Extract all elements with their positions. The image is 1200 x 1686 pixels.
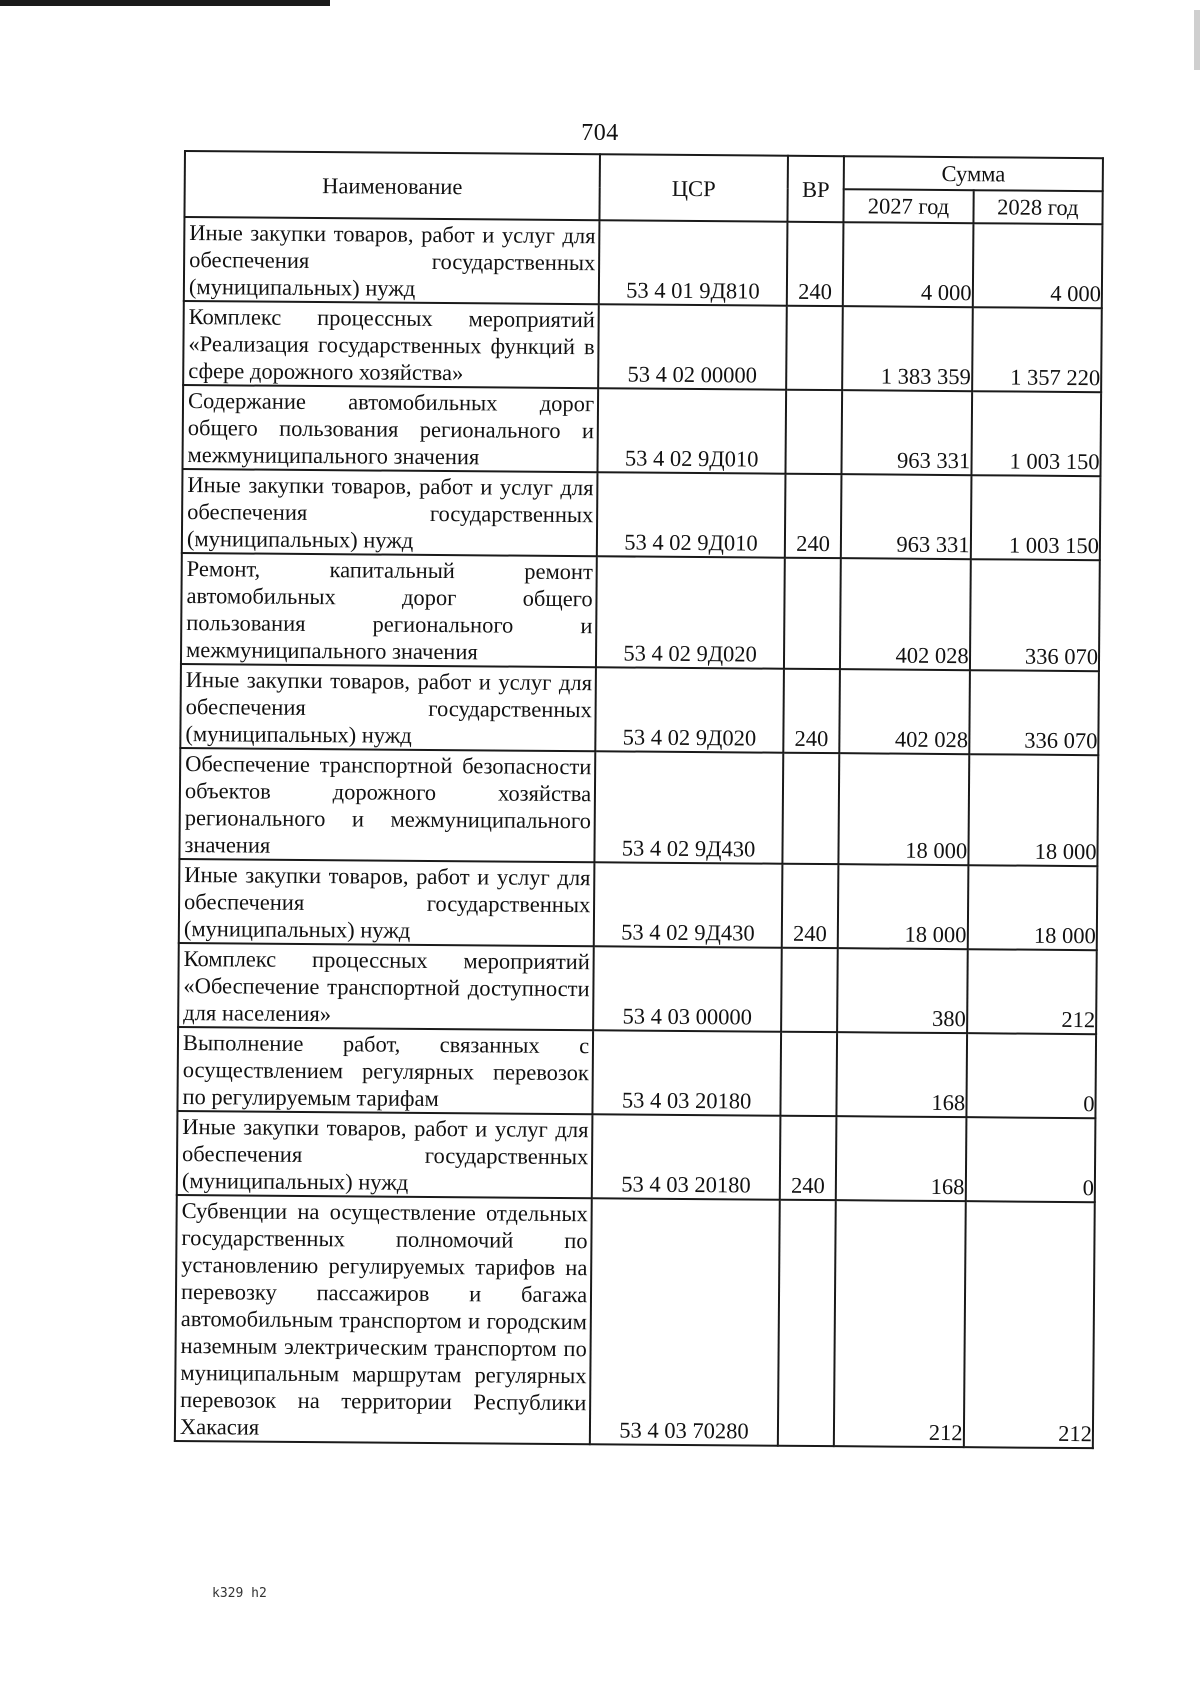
row-csr: 53 4 02 9Д430: [594, 862, 782, 947]
row-vr: 240: [782, 864, 839, 948]
row-sum-2028: 1 003 150: [970, 475, 1100, 560]
table-row: [179, 748, 1098, 866]
table-row: [178, 943, 1097, 1034]
row-sum-2027: 4 000: [843, 222, 973, 307]
row-csr: 53 4 03 70280: [590, 1198, 780, 1445]
table-row: [183, 301, 1102, 392]
row-sum-2027: 168: [836, 1116, 966, 1201]
table-row: [177, 1027, 1096, 1118]
row-name: Иные закупки товаров, работ и услуг для обеспечения государственных (муниципальных) нужд: [179, 859, 595, 946]
row-sum-2028: 18 000: [968, 754, 1098, 866]
row-sum-2028: 212: [963, 1201, 1094, 1448]
footer-document-code: k329 h2: [212, 1586, 267, 1601]
row-name: Иные закупки товаров, работ и услуг для обеспечения государственных (муниципальных) нужд: [182, 469, 598, 556]
row-csr: 53 4 02 9Д020: [596, 556, 785, 668]
row-csr: 53 4 01 9Д810: [599, 220, 787, 305]
row-vr: [785, 390, 842, 474]
row-name: Выполнение работ, связанных с осуществлением регулярных перевозок по регулируемым тарифам: [177, 1027, 593, 1114]
table-row: [179, 859, 1098, 950]
scan-edge-right: [1194, 10, 1200, 70]
row-sum-2028: 4 000: [972, 223, 1102, 308]
row-sum-2027: 402 028: [840, 669, 970, 754]
row-csr: 53 4 03 20180: [593, 1030, 781, 1115]
row-sum-2028: 0: [966, 1033, 1096, 1118]
row-vr: [784, 558, 841, 669]
row-sum-2027: 380: [837, 948, 967, 1033]
table-row: [182, 385, 1101, 476]
row-name: Ремонт, капитальный ремонт автомобильных дорог общего пользования регионального и межмуниципального значения: [181, 553, 597, 667]
row-name: Комплекс процессных мероприятий «Реализация государственных функций в сфере дорожного хозяйства»: [183, 301, 599, 388]
row-sum-2028: 212: [967, 949, 1097, 1034]
row-sum-2028: 336 070: [970, 559, 1100, 671]
row-sum-2028: 1 357 220: [972, 307, 1102, 392]
row-vr: [786, 306, 843, 390]
row-csr: 53 4 03 20180: [592, 1114, 780, 1199]
row-vr: [782, 753, 839, 864]
row-name: Иные закупки товаров, работ и услуг для обеспечения государственных (муниципальных) нужд: [180, 664, 596, 751]
row-sum-2028: 18 000: [967, 865, 1097, 950]
row-sum-2027: 963 331: [841, 474, 971, 559]
table-row: [180, 664, 1099, 755]
row-name: Содержание автомобильных дорог общего пользования регионального и межмуниципального значения: [182, 385, 598, 472]
row-csr: 53 4 02 9Д430: [595, 751, 784, 863]
header-sum: Сумма: [844, 156, 1103, 191]
row-vr: [781, 948, 838, 1032]
row-sum-2028: 0: [965, 1117, 1095, 1202]
row-sum-2027: 168: [837, 1032, 967, 1117]
table-row: [181, 553, 1100, 671]
row-name: Иные закупки товаров, работ и услуг для обеспечения государственных (муниципальных) нужд: [177, 1111, 593, 1198]
header-name: Наименование: [184, 151, 600, 220]
row-sum-2028: 1 003 150: [971, 391, 1101, 476]
header-vr: ВР: [787, 156, 844, 222]
table-row: [184, 217, 1103, 308]
row-vr: 240: [787, 222, 844, 306]
table-row: [175, 1195, 1095, 1448]
row-vr: 240: [780, 1116, 837, 1200]
header-year-2028: 2028 год: [973, 190, 1103, 224]
table-row: [177, 1111, 1096, 1202]
row-vr: 240: [783, 669, 840, 753]
header-csr: ЦСР: [600, 154, 788, 221]
row-sum-2027: 963 331: [842, 390, 972, 475]
row-sum-2027: 18 000: [838, 864, 968, 949]
row-sum-2027: 1 383 359: [842, 306, 972, 391]
row-csr: 53 4 02 9Д010: [597, 472, 785, 557]
row-sum-2027: 212: [834, 1200, 965, 1447]
row-name: Комплекс процессных мероприятий «Обеспечение транспортной доступности для населения»: [178, 943, 594, 1030]
header-year-2027: 2027 год: [844, 189, 974, 223]
row-vr: [780, 1032, 837, 1116]
row-csr: 53 4 03 00000: [593, 946, 781, 1031]
budget-table-sheet: [174, 150, 1104, 1449]
row-csr: 53 4 02 00000: [598, 304, 786, 389]
row-csr: 53 4 02 9Д010: [598, 388, 786, 473]
row-sum-2028: 336 070: [969, 670, 1099, 755]
row-vr: [778, 1200, 836, 1446]
row-name: Обеспечение транспортной безопасности объектов дорожного хозяйства регионального и межмуниципального значения: [179, 748, 595, 862]
page-number: 704: [581, 120, 619, 146]
row-vr: 240: [785, 474, 842, 558]
row-sum-2027: 18 000: [839, 753, 969, 865]
row-name: Иные закупки товаров, работ и услуг для обеспечения государственных (муниципальных) нужд: [184, 217, 600, 304]
row-sum-2027: 402 028: [840, 558, 970, 670]
scan-edge-top: [0, 0, 330, 6]
row-csr: 53 4 02 9Д020: [595, 667, 783, 752]
budget-table: [174, 150, 1104, 1449]
table-row: [182, 469, 1101, 560]
row-name: Субвенции на осуществление отдельных государственных полномочий по установлению регулируемых тарифов на перевозку пассажиров и багажа автомобильным транспортом и городским наземным электрическим транспортом по муниципальным маршрутам регулярных перевозок на территории Республики Хакасия: [175, 1195, 592, 1444]
